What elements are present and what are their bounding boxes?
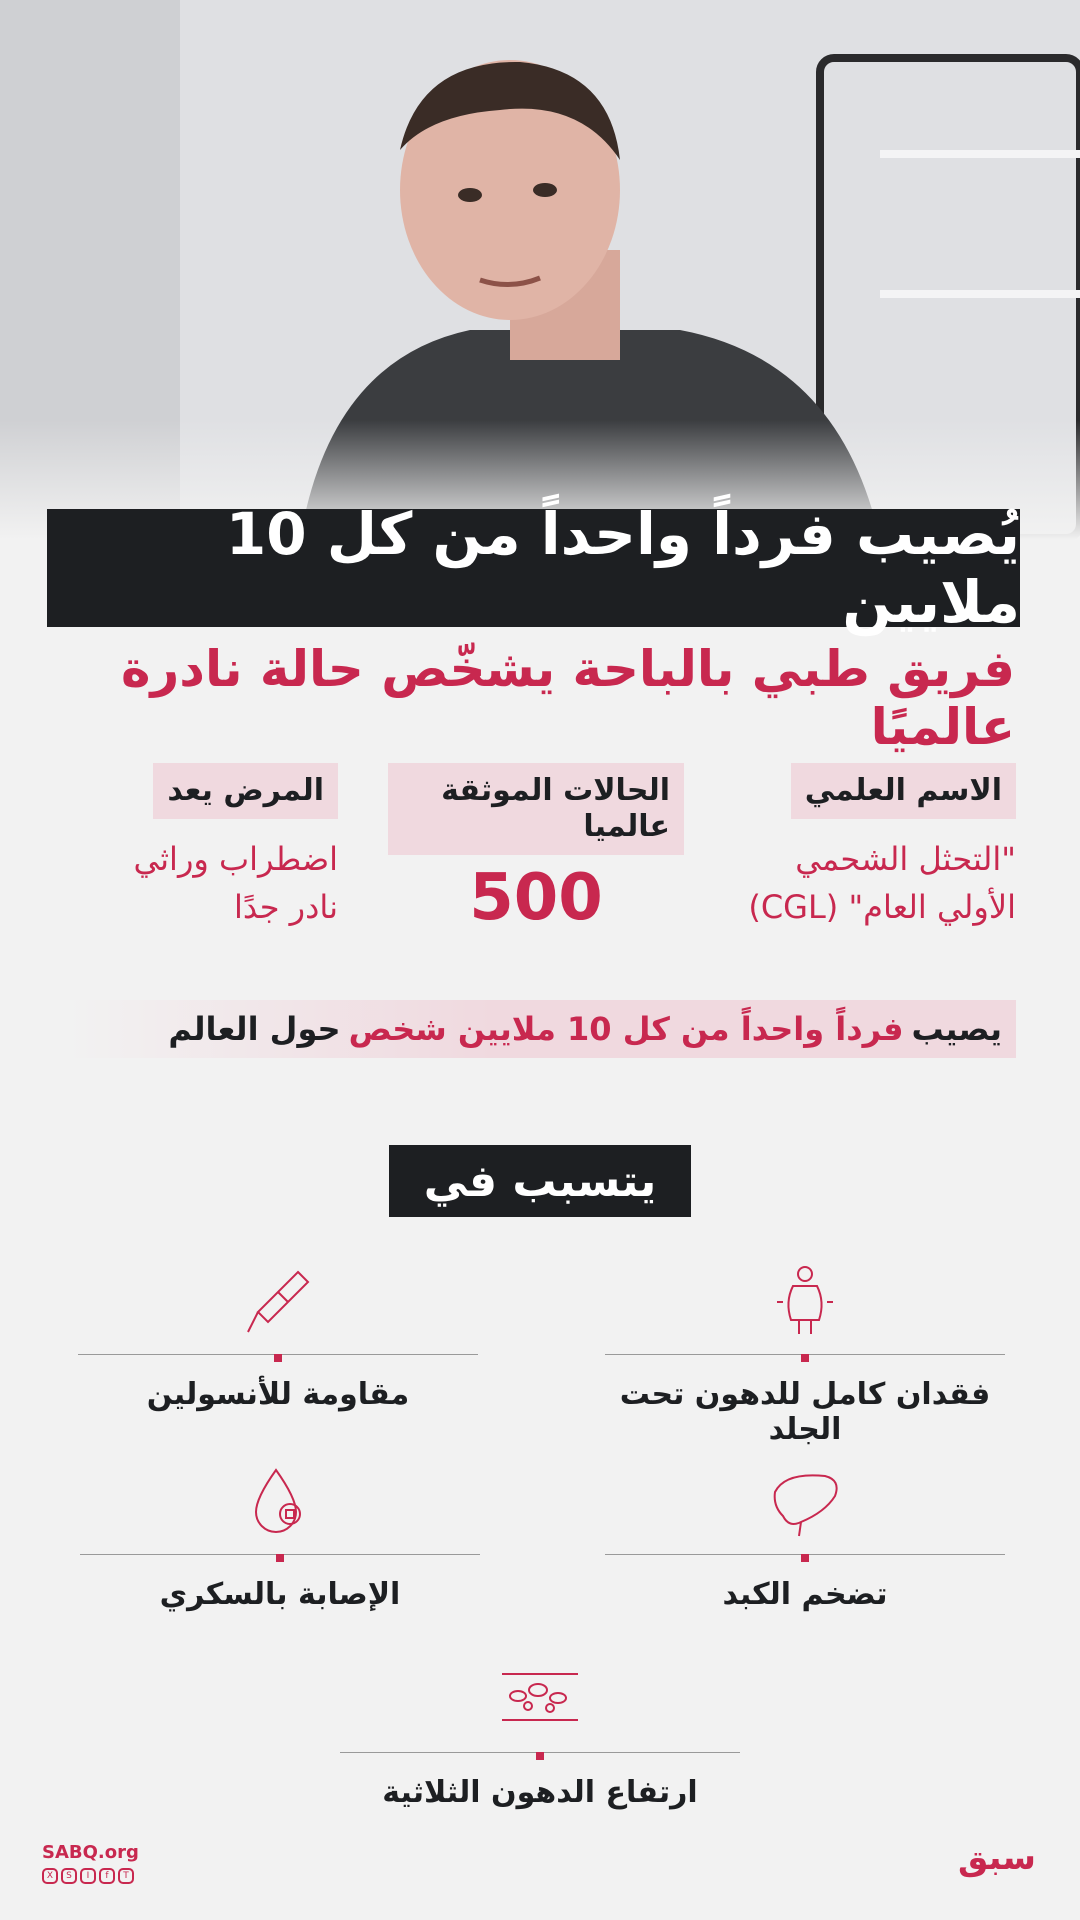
cause-label: تضخم الكبد: [722, 1577, 888, 1612]
divider-line: [605, 1554, 1005, 1555]
cause-triglycerides: [340, 1660, 740, 1810]
fact-part1: يصيب: [911, 1010, 1002, 1048]
cause-label: ارتفاع الدهون الثلاثية: [382, 1775, 698, 1810]
telegram-icon[interactable]: T: [118, 1868, 134, 1884]
header-photo: [0, 0, 1080, 540]
liver-icon: [765, 1462, 845, 1542]
scientific-name-line1: "التحثل الشحمي: [795, 840, 1016, 878]
insulin-pen-icon: [238, 1262, 318, 1342]
disease-type-column: [48, 763, 338, 931]
triglycerides-icon: [500, 1660, 580, 1740]
scientific-name-line2: الأولي العام" (CGL): [748, 888, 1016, 926]
incidence-fact: [64, 1000, 1016, 1058]
causes-title: يتسبب في: [389, 1145, 691, 1217]
fact-part2: فرداً واحداً من كل 10 ملايين شخص: [348, 1010, 904, 1048]
headline: يُصيب فرداً واحداً من كل 10 ملايين: [47, 509, 1020, 627]
scientific-name-value: [716, 835, 1016, 931]
cause-label: الإصابة بالسكري: [159, 1577, 401, 1612]
disease-type-line1: اضطراب وراثي: [133, 840, 338, 878]
snapchat-icon[interactable]: S: [61, 1868, 77, 1884]
documented-cases-label: الحالات الموثقة عالميا: [388, 763, 684, 855]
fact-part3: حول العالم: [168, 1010, 341, 1048]
diabetes-drop-icon: [240, 1462, 320, 1542]
scientific-name-column: [716, 763, 1016, 931]
cause-insulin-resistance: [78, 1262, 478, 1412]
documented-cases-column: [388, 763, 684, 935]
cause-liver: [605, 1462, 1005, 1612]
divider-line: [340, 1752, 740, 1753]
divider-line: [80, 1554, 480, 1555]
instagram-icon[interactable]: I: [80, 1868, 96, 1884]
disease-type-label: المرض يعد: [153, 763, 338, 819]
body-fat-icon: [765, 1262, 845, 1342]
social-icons: [42, 1868, 134, 1884]
x-icon[interactable]: X: [42, 1868, 58, 1884]
documented-cases-value: 500: [469, 861, 603, 935]
divider-line: [78, 1354, 478, 1355]
cause-label: فقدان كامل للدهون تحت الجلد: [619, 1377, 991, 1447]
cause-label: مقاومة للأنسولين: [146, 1377, 410, 1412]
scientific-name-label: الاسم العلمي: [791, 763, 1016, 819]
divider-line: [605, 1354, 1005, 1355]
brand-logo: سبق: [958, 1838, 1036, 1878]
disease-type-line2: نادر جدًا: [234, 888, 338, 926]
disease-type-value: [48, 835, 338, 931]
site-url[interactable]: SABQ.org: [42, 1842, 139, 1863]
cause-fat-loss: [605, 1262, 1005, 1447]
subhead: فريق طبي بالباحة يشخّص حالة نادرة عالميًا: [121, 640, 1015, 756]
facebook-icon[interactable]: f: [99, 1868, 115, 1884]
cause-diabetes: [80, 1462, 480, 1612]
